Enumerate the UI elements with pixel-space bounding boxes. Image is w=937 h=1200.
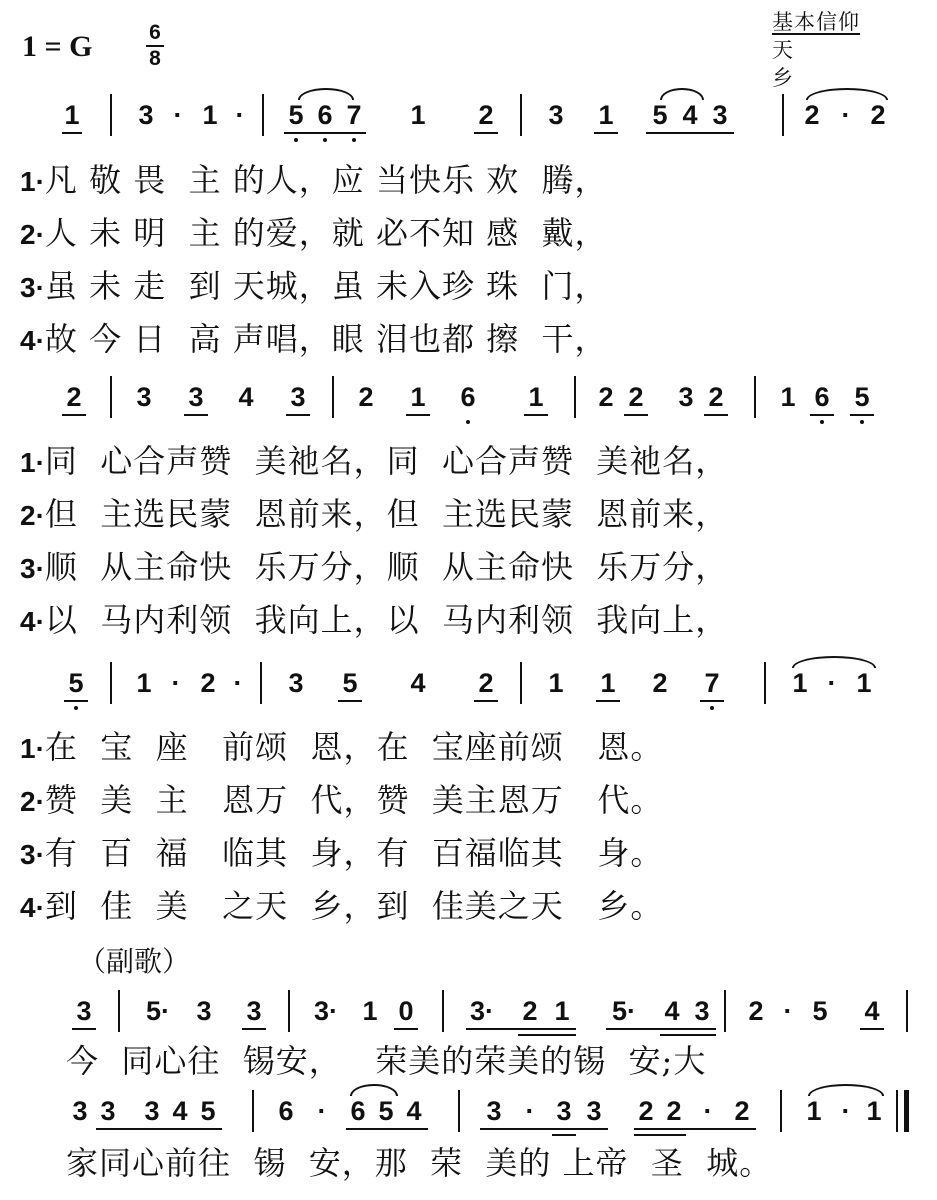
notation-line-1 — [40, 100, 920, 160]
underline — [284, 132, 366, 134]
note: 4 — [410, 668, 426, 698]
verse-4-line-1: 4·故 今 日 高 声唱，眼 泪也都 擦 干， — [20, 320, 608, 358]
note: 5 — [378, 1096, 394, 1126]
underline — [64, 700, 88, 702]
note: 1 — [64, 100, 80, 130]
credit-category: 基本信仰 — [772, 10, 860, 34]
underline — [594, 132, 618, 134]
note: 1 — [548, 668, 564, 698]
note: 3 — [188, 382, 204, 412]
underline — [394, 1028, 418, 1030]
underline — [474, 700, 498, 702]
underline — [338, 700, 362, 702]
note: 2 — [598, 382, 614, 412]
underline — [72, 1028, 96, 1030]
verse-2-line-1: 2·人 未 明 主 的爱，就 必不知 感 戴， — [20, 214, 608, 252]
tie — [792, 656, 876, 668]
note: 3 — [290, 382, 306, 412]
low-dot — [352, 138, 356, 142]
note: 2 — [748, 996, 764, 1026]
barline — [896, 1090, 898, 1132]
note: · — [317, 1096, 327, 1126]
underline — [860, 1028, 884, 1030]
tie — [808, 1084, 884, 1096]
double-underline — [634, 1134, 686, 1136]
note: 5 — [342, 668, 358, 698]
note: 1 — [780, 382, 796, 412]
underline — [606, 1028, 716, 1030]
note: 3 — [136, 382, 152, 412]
slur — [660, 88, 704, 100]
note: 3 — [138, 100, 154, 130]
slur — [350, 1084, 398, 1096]
note: 1 — [856, 668, 872, 698]
note: · — [827, 668, 837, 698]
note: 2 — [666, 1096, 682, 1126]
time-signature — [146, 22, 164, 70]
verse-1-line-1: 1·凡 敬 畏 主 的人，应 当快乐 欢 腾， — [20, 161, 608, 199]
note: 6 — [317, 100, 333, 130]
verse-2-line-2: 2·但 主选民蒙 恩前来，但 主选民蒙 恩前来， — [20, 495, 729, 533]
note: · — [235, 100, 245, 130]
slur — [298, 88, 354, 100]
note: 2 — [628, 382, 644, 412]
note: 1 — [528, 382, 544, 412]
note: 5 — [854, 382, 870, 412]
verse-3-line-3: 3·有 百 福 临其 身，有 百福临其 身。 — [20, 834, 664, 872]
note: · — [783, 996, 793, 1026]
note: 6 — [460, 382, 476, 412]
barline — [782, 94, 784, 136]
underline — [184, 414, 208, 416]
note: 5 — [812, 996, 828, 1026]
verse-1-line-3: 1·在 宝 座 前颂 恩，在 宝座前颂 恩。 — [20, 728, 664, 766]
underline — [406, 414, 430, 416]
underline — [466, 1028, 576, 1030]
low-dot — [820, 420, 824, 424]
barline — [110, 376, 112, 418]
underline — [480, 1128, 608, 1130]
note: 3 — [288, 668, 304, 698]
note: 4 — [664, 996, 680, 1026]
barline — [332, 376, 334, 418]
chorus-lyrics-line-2: 家同心前往 锡 安，那 荣 美的 上帝 圣 城。 — [66, 1144, 773, 1182]
low-dot — [860, 420, 864, 424]
note: 4 — [238, 382, 254, 412]
underline — [850, 414, 874, 416]
barline — [442, 990, 444, 1032]
low-dot — [294, 138, 298, 142]
note: 2 — [522, 996, 538, 1026]
chorus-label: （副歌） — [78, 945, 191, 978]
underline — [242, 1028, 266, 1030]
barline — [252, 1090, 254, 1132]
note: 2 — [478, 668, 494, 698]
barline — [110, 662, 112, 704]
note: 3 — [100, 1096, 116, 1126]
note: 2 — [638, 1096, 654, 1126]
verse-4-line-3: 4·到 佳 美 之天 乡，到 佳美之天 乡。 — [20, 887, 664, 925]
note: 6 — [350, 1096, 366, 1126]
note: 1 — [410, 382, 426, 412]
note: 4 — [172, 1096, 188, 1126]
note: 7 — [346, 100, 362, 130]
note: 3 — [76, 996, 92, 1026]
note: 3 — [196, 996, 212, 1026]
note: · — [841, 1096, 851, 1126]
verse-1-line-2: 1·同 心合声赞 美祂名，同 心合声赞 美祂名， — [20, 442, 729, 480]
underline — [62, 414, 86, 416]
notation-line-3 — [40, 668, 920, 728]
notation-line-2 — [40, 382, 920, 442]
note: 3 — [144, 1096, 160, 1126]
note: 1 — [806, 1096, 822, 1126]
underline — [96, 1128, 222, 1130]
note: 5 — [68, 668, 84, 698]
barline — [764, 662, 766, 704]
credits — [772, 8, 937, 92]
note: 3 — [556, 1096, 572, 1126]
note: 2 — [478, 100, 494, 130]
meter-bottom: 8 — [149, 47, 161, 70]
low-dot — [466, 420, 470, 424]
note: 6 — [814, 382, 830, 412]
low-dot — [710, 706, 714, 710]
barline — [574, 376, 576, 418]
barline — [906, 990, 908, 1032]
note: 4 — [682, 100, 698, 130]
low-dot — [323, 138, 327, 142]
note: 3 — [712, 100, 728, 130]
note: 0 — [398, 996, 414, 1026]
credit-title: 天乡 — [772, 38, 857, 90]
note: 6 — [278, 1096, 294, 1126]
barline — [780, 1090, 782, 1132]
barline — [458, 1090, 460, 1132]
note: 3 — [694, 996, 710, 1026]
underline — [474, 132, 498, 134]
underline — [700, 700, 724, 702]
underline — [810, 414, 834, 416]
note: 2 — [734, 1096, 750, 1126]
note: 2 — [200, 668, 216, 698]
note: 5· — [145, 996, 171, 1026]
barline — [754, 376, 756, 418]
note: 3 — [486, 1096, 502, 1126]
note: · — [703, 1096, 713, 1126]
note: 5 — [200, 1096, 216, 1126]
barline — [262, 94, 264, 136]
barline — [110, 94, 112, 136]
double-underline — [552, 1134, 576, 1136]
barline — [118, 990, 120, 1032]
barline — [520, 662, 522, 704]
barline — [288, 990, 290, 1032]
underline — [704, 414, 728, 416]
underline — [286, 414, 310, 416]
note: 2 — [708, 382, 724, 412]
note: 3· — [313, 996, 339, 1026]
note: 1 — [866, 1096, 882, 1126]
meter-top: 6 — [149, 21, 161, 44]
note: 3 — [72, 1096, 88, 1126]
note: · — [171, 668, 181, 698]
note: 5· — [611, 996, 637, 1026]
note: 1 — [410, 100, 426, 130]
note: 3 — [548, 100, 564, 130]
underline — [634, 1128, 756, 1130]
note: 7 — [704, 668, 720, 698]
underline — [346, 1128, 428, 1130]
verse-2-line-3: 2·赞 美 主 恩万 代，赞 美主恩万 代。 — [20, 781, 664, 819]
note: 3 — [678, 382, 694, 412]
note: 2 — [804, 100, 820, 130]
note: · — [841, 100, 851, 130]
note: 2 — [358, 382, 374, 412]
key-signature: 1 = G — [22, 30, 93, 63]
note: · — [525, 1096, 535, 1126]
verse-4-line-2: 4·以 马内利领 我向上，以 马内利领 我向上， — [20, 601, 729, 639]
note: 1 — [598, 100, 614, 130]
barline — [724, 990, 726, 1032]
underline — [62, 132, 82, 134]
barline — [520, 94, 522, 136]
underline — [524, 414, 548, 416]
low-dot — [74, 706, 78, 710]
verse-3-line-1: 3·虽 未 走 到 天城，虽 未入珍 珠 门， — [20, 267, 608, 305]
note: 5 — [652, 100, 668, 130]
note: · — [173, 100, 183, 130]
final-barline — [904, 1090, 909, 1132]
note: 3 — [586, 1096, 602, 1126]
verse-3-line-2: 3·顺 从主命快 乐万分，顺 从主命快 乐万分， — [20, 548, 729, 586]
note: 5 — [288, 100, 304, 130]
note: 3· — [469, 996, 495, 1026]
note: 3 — [246, 996, 262, 1026]
note: 1 — [600, 668, 616, 698]
note: 1 — [136, 668, 152, 698]
note: 1 — [554, 996, 570, 1026]
note: 1 — [362, 996, 378, 1026]
note: 2 — [652, 668, 668, 698]
underline — [596, 700, 620, 702]
note: 4 — [406, 1096, 422, 1126]
note: 1 — [792, 668, 808, 698]
barline — [260, 662, 262, 704]
note: 2 — [870, 100, 886, 130]
note: 1 — [202, 100, 218, 130]
underline — [624, 414, 648, 416]
note: · — [233, 668, 243, 698]
underline — [646, 132, 734, 134]
note: 4 — [864, 996, 880, 1026]
note: 2 — [66, 382, 82, 412]
chorus-lyrics-line-1: 今 同心往 锡安， 荣美的荣美的锡 安;大 — [66, 1042, 707, 1080]
